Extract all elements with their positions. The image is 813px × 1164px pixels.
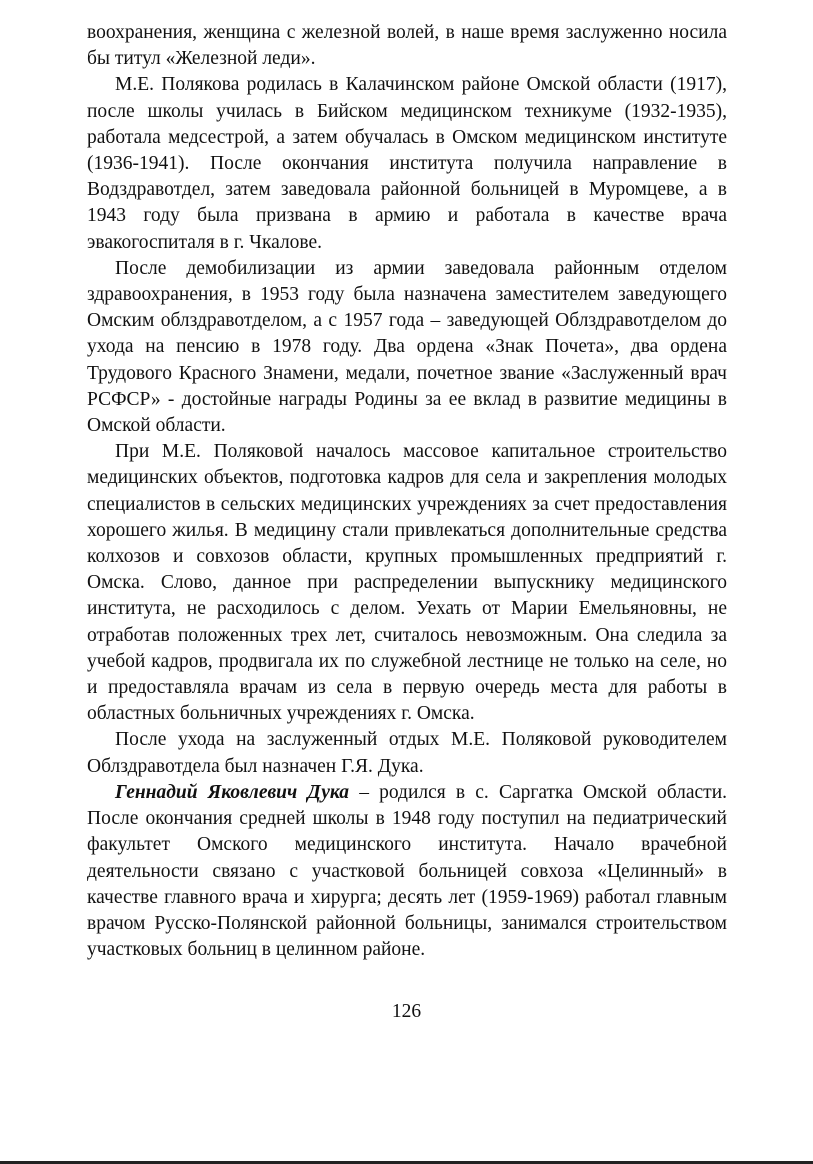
paragraph-duka-text: – родился в с. Саргатка Омской области. После окончания средней школы в 1948 году поступил на педиатрический факультет Омского медицинского института. Начало врачебной деятельности связано с участковой больницей совхоза «Целинный» в качестве главного врача и хирурга; десять лет (1959-1969) работал главным врачом Русско-Полянской районной больницы, занимался строительством участковых больниц в целинном районе. [87, 781, 727, 961]
paragraph-polyakova-career: После демобилизации из армии заведовала районным отделом здравоохранения, в 1953 году была назначена заместителем заведующего Омским облздравотделом, а с 1957 года – заведующей Облздравотделом до ухода на пенсию в 1978 году. Два ордена «Знак Почета», два ордена Трудового Красного Знамени, медали, почетное звание «Заслуженный врач РСФСР» - достойные награды Родины за ее вклад в развитие медицины в Омской области. [87, 257, 727, 437]
page-number: 126 [391, 1001, 422, 1022]
paragraph-continuation: воохранения, женщина с железной волей, в наше время заслуженно носила бы титул «Железной леди». [87, 22, 727, 70]
paragraph-duka-bio [87, 780, 727, 963]
paragraph-polyakova-bio: М.Е. Полякова родилась в Калачинском районе Омской области (1917), после школы училась в Бийском медицинском техникуме (1932-1935), работала медсестрой, а затем обучалась в Омском медицинском институте (1936-1941). После окончания института получила направление в Водздравотдел, затем заведовала районной больницей в Муромцеве, а в 1943 году была призвана в армию и работала в качестве врача эвакогоспиталя в г. Чкалове. [87, 74, 727, 253]
page-body [87, 20, 727, 963]
paragraph-successor: После ухода на заслуженный отдых М.Е. Поляковой руководителем Облздравотдела был назначен Г.Я. Дука. [87, 729, 727, 777]
paragraph-polyakova-achievements: При М.Е. Поляковой началось массовое капитальное строительство медицинских объектов, подготовка кадров для села и закрепления молодых специалистов в сельских медицинских учреждениях за счет предоставления хорошего жилья. В медицину стали привлекаться дополнительные средства колхозов и совхозов области, крупных промышленных предприятий г. Омска. Слово, данное при распределении выпускнику медицинского института, не расходилось с делом. Уехать от Марии Емельяновны, не отработав положенных трех лет, считалось невозможным. Она следила за учебой кадров, продвигала их по служебной лестнице не только на селе, но и предоставляла врачам из села в первую очередь места для работы в областных больничных учреждениях г. Омска. [87, 441, 727, 725]
person-name-duka: Геннадий Яковлевич Дука [115, 781, 350, 803]
